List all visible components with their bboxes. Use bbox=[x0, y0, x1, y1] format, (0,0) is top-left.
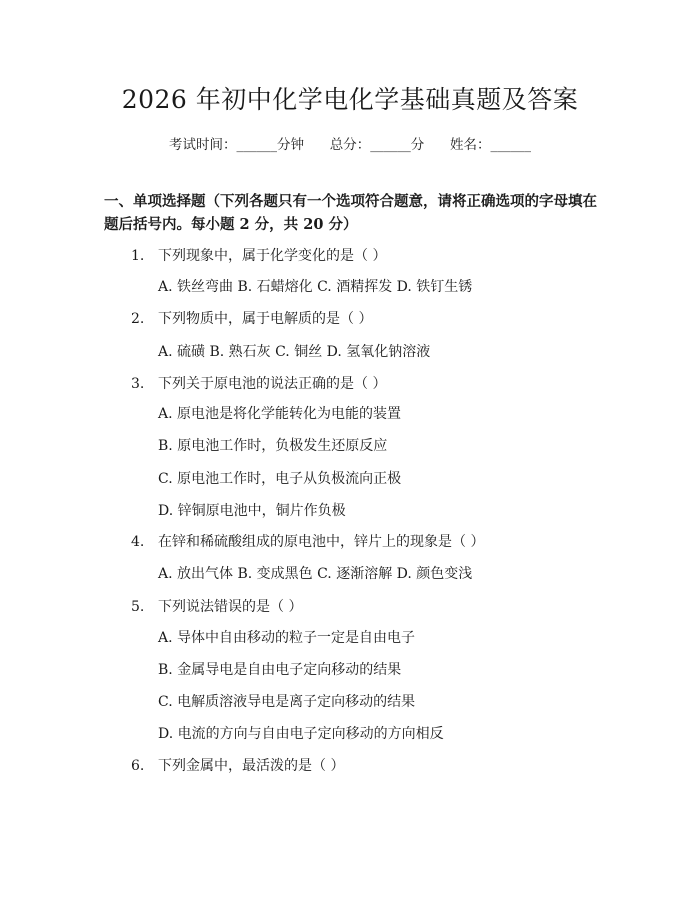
question-6 bbox=[131, 755, 344, 775]
question-5 bbox=[131, 596, 302, 616]
question-text: 下列现象中，属于化学变化的是（ ） bbox=[158, 248, 387, 264]
question-4-options: A. 放出气体 B. 变成黑色 C. 逐渐溶解 D. 颜色变浅 bbox=[158, 566, 473, 582]
question-1-options: A. 铁丝弯曲 B. 石蜡熔化 C. 酒精挥发 D. 铁钉生锈 bbox=[158, 279, 473, 295]
question-3-option-c: C. 原电池工作时，电子从负极流向正极 bbox=[158, 471, 402, 487]
question-text: 在锌和稀硫酸组成的原电池中，锌片上的现象是（ ） bbox=[158, 534, 485, 550]
question-3-option-a: A. 原电池是将化学能转化为电能的装置 bbox=[158, 406, 402, 422]
question-number: 6. bbox=[131, 758, 145, 774]
question-3-option-b: B. 原电池工作时，负极发生还原反应 bbox=[158, 438, 388, 454]
question-5-option-a: A. 导体中自由移动的粒子一定是自由电子 bbox=[158, 630, 416, 646]
question-number: 4. bbox=[131, 534, 145, 550]
question-number: 2. bbox=[131, 311, 145, 327]
question-text: 下列说法错误的是（ ） bbox=[158, 599, 303, 615]
question-text: 下列物质中，属于电解质的是（ ） bbox=[158, 311, 373, 327]
question-2-options: A. 硫磺 B. 熟石灰 C. 铜丝 D. 氢氧化钠溶液 bbox=[158, 344, 431, 360]
question-number: 5. bbox=[131, 599, 145, 615]
question-4 bbox=[131, 531, 484, 551]
section-heading: 一、单项选择题（下列各题只有一个选项符合题意，请将正确选项的字母填在题后括号内。每小题 2 分，共 20 分） bbox=[104, 193, 597, 233]
question-1 bbox=[131, 245, 386, 265]
question-2 bbox=[131, 308, 372, 328]
question-number: 3. bbox=[131, 376, 145, 392]
question-5-option-d: D. 电流的方向与自由电子定向移动的方向相反 bbox=[158, 726, 444, 742]
question-5-option-b: B. 金属导电是自由电子定向移动的结果 bbox=[158, 662, 402, 678]
question-number: 1. bbox=[131, 248, 145, 264]
question-3 bbox=[131, 373, 386, 393]
question-text: 下列金属中，最活泼的是（ ） bbox=[158, 758, 345, 774]
question-5-option-c: C. 电解质溶液导电是离子定向移动的结果 bbox=[158, 694, 416, 710]
exam-meta-line: 考试时间：______分钟 总分：______分 姓名：______ bbox=[169, 137, 531, 153]
page-title: 2026 年初中化学电化学基础真题及答案 bbox=[121, 85, 579, 114]
question-text: 下列关于原电池的说法正确的是（ ） bbox=[158, 376, 387, 392]
question-3-option-d: D. 锌铜原电池中，铜片作负极 bbox=[158, 503, 346, 519]
